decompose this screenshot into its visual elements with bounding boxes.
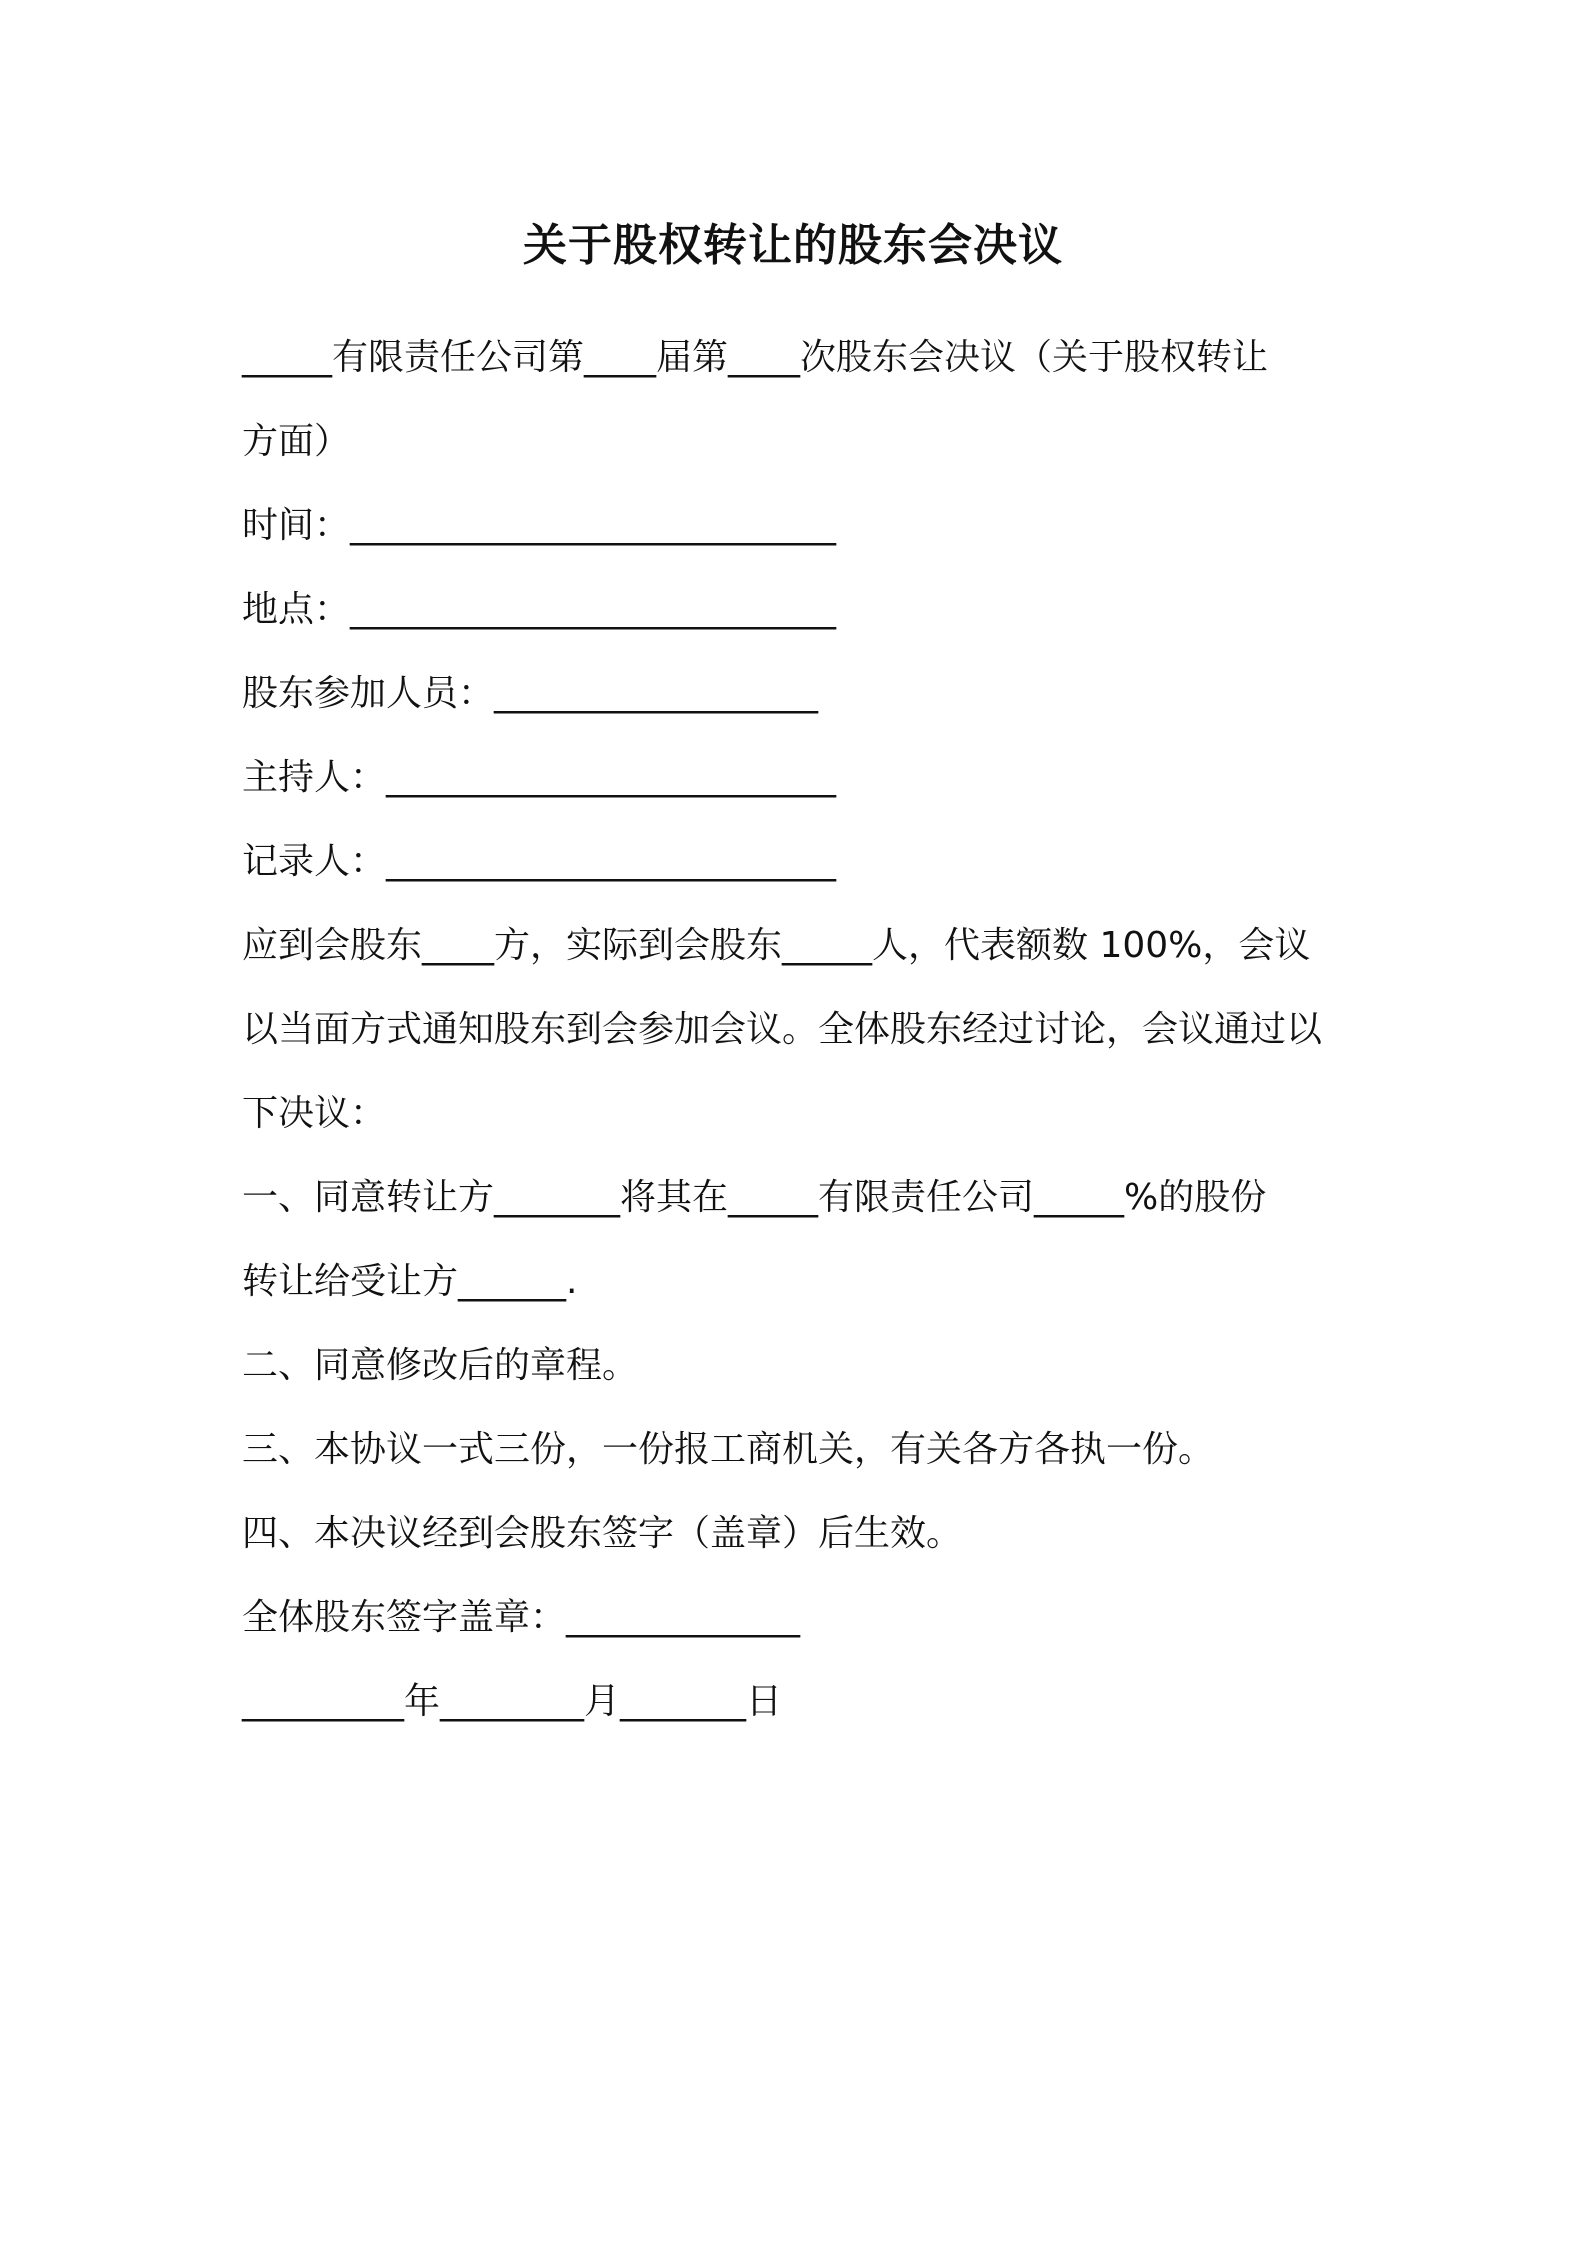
resolution-item-3: 三、本协议一式三份，一份报工商机关，有关各方各执一份。 [242, 1429, 1215, 1470]
recorder-line: 记录人：_________________________ [242, 841, 837, 882]
attendance-paragraph-line-2: 以当面方式通知股东到会参加会议。全体股东经过讨论，会议通过以 [242, 1009, 1323, 1050]
date-line: _________年________月_______日 [242, 1681, 782, 1722]
attending-shareholders-line: 股东参加人员：__________________ [242, 673, 819, 714]
meeting-location-line: 地点：___________________________ [242, 589, 837, 630]
resolution-heading-line-1: _____有限责任公司第____届第____次股东会决议（关于股权转让 [242, 337, 1269, 378]
resolution-item-1-line-2: 转让给受让方______. [242, 1261, 578, 1302]
host-line: 主持人：_________________________ [242, 757, 837, 798]
resolution-item-4: 四、本决议经到会股东签字（盖章）后生效。 [242, 1513, 963, 1554]
resolution-item-2: 二、同意修改后的章程。 [242, 1345, 639, 1386]
attendance-paragraph-line-3: 下决议： [242, 1093, 387, 1134]
attendance-paragraph-line-1: 应到会股东____方，实际到会股东_____人，代表额数 100%，会议 [242, 925, 1311, 966]
meeting-time-line: 时间：___________________________ [242, 505, 837, 546]
signature-line: 全体股东签字盖章：_____________ [242, 1597, 801, 1638]
document-body [242, 316, 1362, 1744]
resolution-heading-line-2: 方面） [242, 421, 351, 462]
document-title: 关于股权转让的股东会决议 [523, 220, 1063, 271]
resolution-item-1-line-1: 一、同意转让方_______将其在_____有限责任公司_____%的股份 [242, 1177, 1267, 1218]
